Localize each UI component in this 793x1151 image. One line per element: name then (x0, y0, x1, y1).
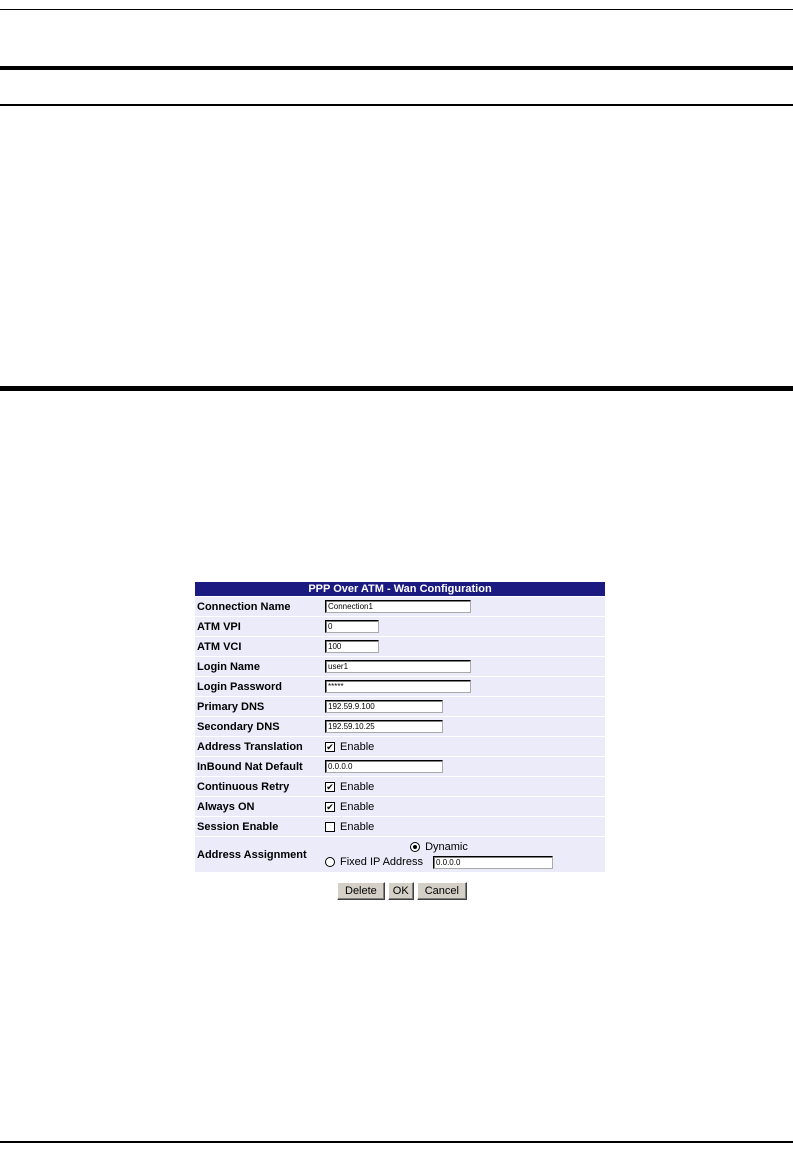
login-name-input[interactable]: user1 (325, 660, 471, 673)
field-label: Address Translation (197, 740, 303, 753)
header-rule (0, 9, 793, 10)
field-label: Always ON (197, 800, 255, 813)
row-inbound-nat-default (195, 756, 605, 776)
login-password-input[interactable]: ***** (325, 680, 471, 693)
checkbox-label: Enable (340, 780, 375, 793)
session-enable-checkbox[interactable] (325, 822, 335, 832)
delete-button[interactable]: Delete (337, 882, 385, 900)
radio-selected-dot (413, 845, 417, 849)
field-label: Address Assignment (197, 848, 307, 861)
field-label: ATM VPI (197, 620, 241, 633)
connection-name-input[interactable]: Connection1 (325, 600, 471, 613)
row-continuous-retry (195, 776, 605, 796)
address-translation-checkbox[interactable]: ✔ (326, 741, 334, 752)
row-connection-name (195, 596, 605, 616)
checkbox-label: Enable (340, 800, 375, 813)
secondary-dns-input[interactable]: 192.59.10.25 (325, 720, 443, 733)
dynamic-radio[interactable] (410, 842, 420, 852)
row-address-assignment (195, 836, 605, 872)
field-label: ATM VCI (197, 640, 242, 653)
wan-config-panel (195, 582, 605, 872)
fixed-ip-radio[interactable] (325, 857, 335, 867)
section-rule-bottom (0, 104, 793, 106)
continuous-retry-checkbox[interactable]: ✔ (326, 781, 334, 792)
section-rule-top (0, 66, 793, 70)
field-label: Secondary DNS (197, 720, 280, 733)
fixed-ip-input[interactable]: 0.0.0.0 (433, 856, 553, 869)
atm-vpi-input[interactable]: 0 (325, 620, 379, 633)
footer-rule (0, 1141, 793, 1143)
field-label: Login Password (197, 680, 282, 693)
field-label: Session Enable (197, 820, 279, 833)
row-always-on (195, 796, 605, 816)
row-atm-vpi (195, 616, 605, 636)
field-label: InBound Nat Default (197, 760, 303, 773)
atm-vci-input[interactable]: 100 (325, 640, 379, 653)
primary-dns-input[interactable]: 192.59.9.100 (325, 700, 443, 713)
field-label: Login Name (197, 660, 260, 673)
checkbox-label: Enable (340, 740, 375, 753)
inbound-nat-default-input[interactable]: 0.0.0.0 (325, 760, 443, 773)
button-bar (337, 882, 467, 900)
row-secondary-dns (195, 716, 605, 736)
section-divider (0, 386, 793, 391)
field-label: Continuous Retry (197, 780, 290, 793)
field-label: Connection Name (197, 600, 291, 613)
row-session-enable (195, 816, 605, 836)
cancel-button[interactable]: Cancel (417, 882, 467, 900)
row-atm-vci (195, 636, 605, 656)
row-login-name (195, 656, 605, 676)
row-primary-dns (195, 696, 605, 716)
radio-label: Dynamic (425, 840, 468, 853)
panel-title: PPP Over ATM - Wan Configuration (195, 582, 605, 596)
checkbox-label: Enable (340, 820, 375, 833)
row-address-translation (195, 736, 605, 756)
always-on-checkbox[interactable]: ✔ (326, 801, 334, 812)
ok-button[interactable]: OK (388, 882, 414, 900)
field-label: Primary DNS (197, 700, 265, 713)
radio-label: Fixed IP Address (340, 856, 423, 868)
row-login-password (195, 676, 605, 696)
